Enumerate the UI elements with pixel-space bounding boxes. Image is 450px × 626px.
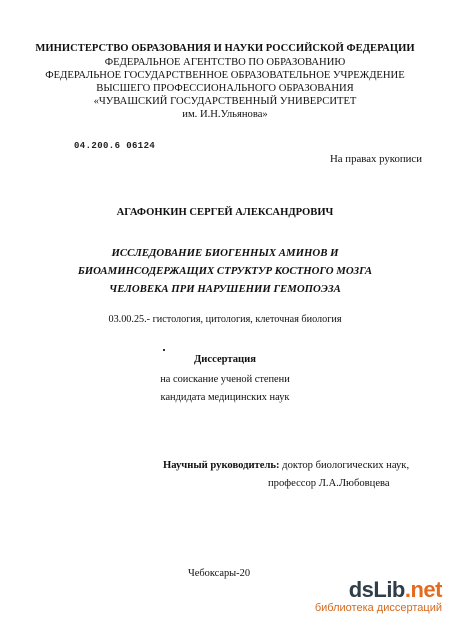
dissertation-label: Диссертация [194, 354, 256, 365]
title-line-2: БИОАМИНСОДЕРЖАЩИХ СТРУКТУР КОСТНОГО МОЗГА [77, 265, 373, 277]
logo-main-text: dsLib [348, 577, 405, 602]
education-level-line: ВЫСШЕГО ПРОФЕССИОНАЛЬНОГО ОБРАЗОВАНИЯ [96, 83, 354, 94]
degree-line-2: кандидата медицинских наук [160, 392, 290, 403]
city-year: Чебоксары-20 [188, 568, 251, 579]
supervisor-line [163, 460, 409, 471]
supervisor-label: Научный руководитель: [163, 460, 280, 471]
university-namesake-line: им. И.Н.Ульянова» [182, 109, 268, 120]
supervisor-degree: доктор биологических наук, [279, 460, 410, 471]
logo-tld-text: .net [404, 577, 442, 602]
rights-note: На правах рукописи [330, 153, 422, 165]
author-name: АГАФОНКИН СЕРГЕЙ АЛЕКСАНДРОВИЧ [116, 207, 334, 218]
title-line-3: ЧЕЛОВЕКА ПРИ НАРУШЕНИИ ГЕМОПОЭЗА [109, 283, 341, 295]
speck-mark [163, 349, 165, 351]
title-line-1: ИССЛЕДОВАНИЕ БИОГЕННЫХ АМИНОВ И [111, 247, 339, 259]
university-name-line: «ЧУВАШСКИЙ ГОСУДАРСТВЕННЫЙ УНИВЕРСИТЕТ [93, 96, 357, 107]
watermark-subtitle: библиотека диссертаций [314, 602, 442, 614]
ministry-line: МИНИСТЕРСТВО ОБРАЗОВАНИЯ И НАУКИ РОССИЙСКОЙ ФЕДЕРАЦИИ [35, 43, 415, 54]
institution-type-line: ФЕДЕРАЛЬНОЕ ГОСУДАРСТВЕННОЕ ОБРАЗОВАТЕЛЬНОЕ УЧРЕЖДЕНИЕ [45, 70, 405, 81]
supervisor-name: профессор Л.А.Любовцева [268, 478, 390, 489]
dslib-logo [282, 578, 442, 602]
specialty-code: 03.00.25.- гистология, цитология, клеточная биология [108, 314, 342, 325]
degree-line-1: на соискание ученой степени [160, 374, 290, 385]
registration-number: 04.200.6 06124 [74, 141, 156, 151]
dslib-watermark [282, 578, 442, 620]
agency-line: ФЕДЕРАЛЬНОЕ АГЕНТСТВО ПО ОБРАЗОВАНИЮ [104, 57, 346, 68]
